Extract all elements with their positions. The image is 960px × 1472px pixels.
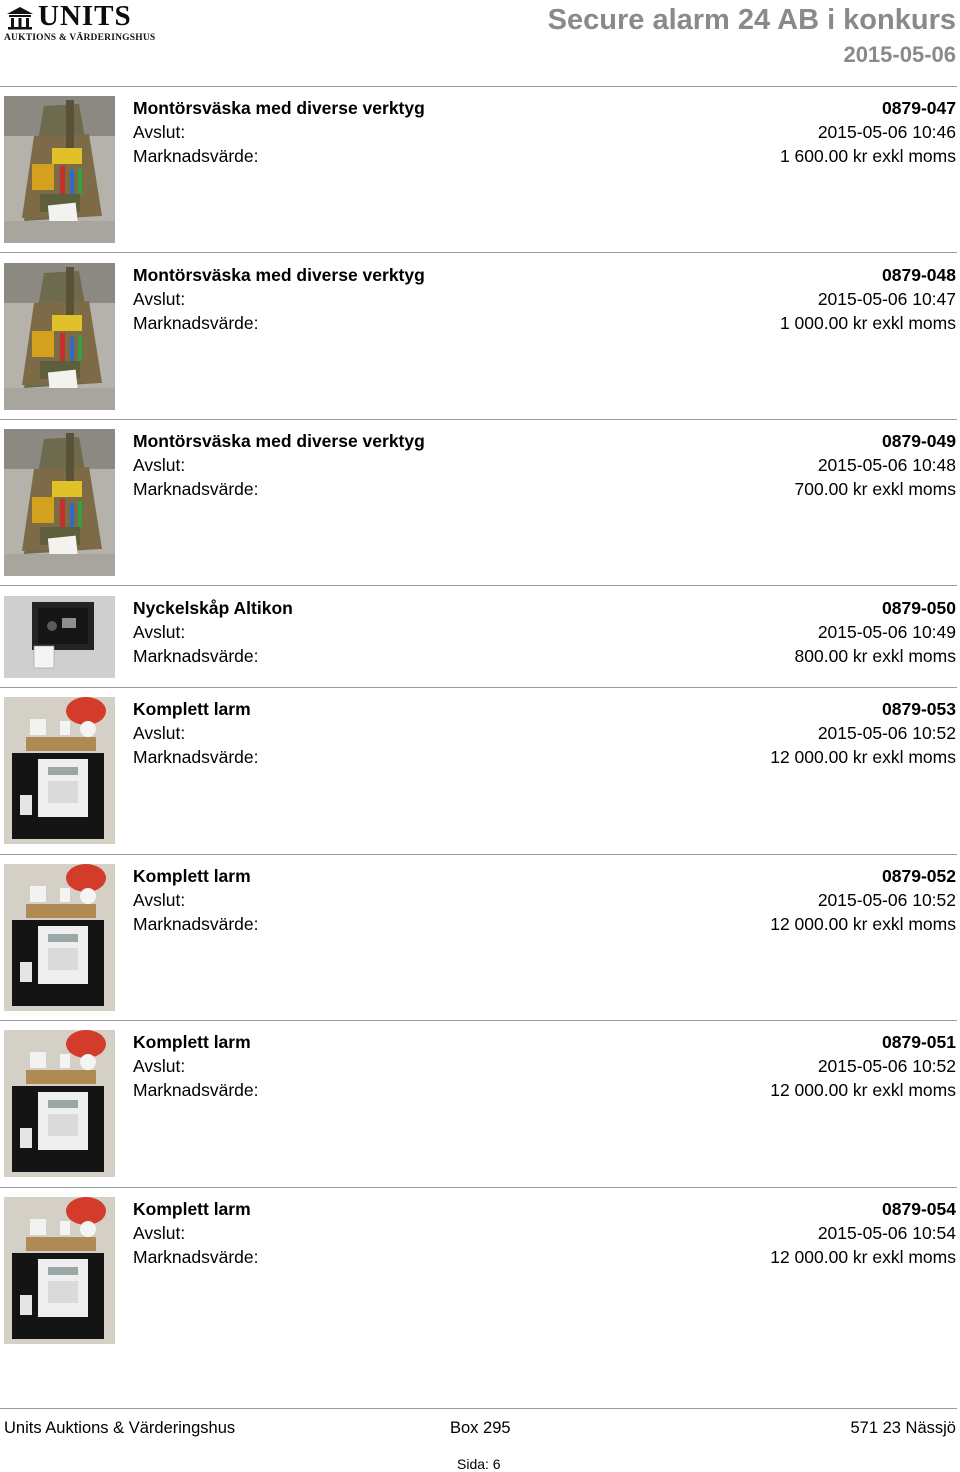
market-value: 700.00 kr exkl moms [794, 479, 956, 499]
market-value: 1 600.00 kr exkl moms [779, 146, 956, 166]
page-footer [0, 1408, 960, 1472]
lot-photo [4, 697, 115, 844]
item-divider [0, 687, 957, 688]
value-label: Marknadsvärde: [133, 313, 259, 333]
page-number: Sida: 6 [457, 1456, 501, 1472]
item-divider [0, 1187, 957, 1188]
lot-name: Montörsväska med diverse verktyg [133, 265, 425, 285]
lot-photo [4, 1030, 115, 1177]
end-label: Avslut: [133, 622, 186, 642]
page-header [0, 0, 960, 88]
end-label: Avslut: [133, 289, 186, 309]
lot-number: 0879-050 [882, 598, 956, 618]
end-time: 2015-05-06 10:46 [817, 122, 956, 142]
lot-photo [4, 429, 115, 576]
value-label: Marknadsvärde: [133, 914, 259, 934]
end-label: Avslut: [133, 455, 186, 475]
item-divider [0, 1020, 957, 1021]
market-value: 12 000.00 kr exkl moms [770, 914, 956, 934]
lot-photo [4, 96, 115, 243]
item-divider [0, 419, 957, 420]
footer-city: 571 23 Nässjö [850, 1419, 956, 1437]
lot-item [0, 697, 960, 844]
logo-name: UNITS [38, 0, 132, 32]
end-time: 2015-05-06 10:52 [817, 1056, 956, 1076]
end-label: Avslut: [133, 1056, 186, 1076]
value-label: Marknadsvärde: [133, 646, 259, 666]
value-label: Marknadsvärde: [133, 1247, 259, 1267]
lot-number: 0879-047 [882, 98, 956, 118]
lot-photo [4, 596, 115, 678]
market-value: 12 000.00 kr exkl moms [770, 747, 956, 767]
end-time: 2015-05-06 10:48 [817, 455, 956, 475]
lot-name: Komplett larm [133, 699, 251, 719]
lot-number: 0879-051 [882, 1032, 956, 1052]
market-value: 800.00 kr exkl moms [794, 646, 956, 666]
lot-photo [4, 1197, 115, 1344]
lot-name: Komplett larm [133, 866, 251, 886]
market-value: 12 000.00 kr exkl moms [770, 1247, 956, 1267]
item-divider [0, 585, 957, 586]
logo-subtitle: AUKTIONS & VÄRDERINGSHUS [4, 33, 156, 43]
lot-item [0, 1197, 960, 1344]
item-divider [0, 252, 957, 253]
lot-number: 0879-049 [882, 431, 956, 451]
lot-number: 0879-053 [882, 699, 956, 719]
lot-photo [4, 263, 115, 410]
end-time: 2015-05-06 10:49 [817, 622, 956, 642]
end-label: Avslut: [133, 122, 186, 142]
end-label: Avslut: [133, 723, 186, 743]
end-time: 2015-05-06 10:54 [817, 1223, 956, 1243]
market-value: 12 000.00 kr exkl moms [770, 1080, 956, 1100]
footer-divider [0, 1408, 957, 1409]
end-label: Avslut: [133, 1223, 186, 1243]
footer-box: Box 295 [450, 1419, 511, 1437]
market-value: 1 000.00 kr exkl moms [779, 313, 956, 333]
lot-item [0, 596, 960, 678]
end-time: 2015-05-06 10:52 [817, 723, 956, 743]
item-divider [0, 854, 957, 855]
lot-name: Montörsväska med diverse verktyg [133, 431, 425, 451]
value-label: Marknadsvärde: [133, 1080, 259, 1100]
lot-name: Nyckelskåp Altikon [133, 598, 293, 618]
units-logo [4, 2, 164, 46]
lot-name: Komplett larm [133, 1032, 251, 1052]
page-title: Secure alarm 24 AB i konkurs [547, 4, 956, 36]
value-label: Marknadsvärde: [133, 479, 259, 499]
lot-number: 0879-052 [882, 866, 956, 886]
end-time: 2015-05-06 10:52 [817, 890, 956, 910]
end-label: Avslut: [133, 890, 186, 910]
page-date: 2015-05-06 [843, 42, 956, 67]
footer-company: Units Auktions & Värderingshus [4, 1419, 236, 1437]
lot-item [0, 96, 960, 243]
header-divider [0, 86, 957, 87]
lot-name: Komplett larm [133, 1199, 251, 1219]
value-label: Marknadsvärde: [133, 146, 259, 166]
lot-item [0, 1030, 960, 1177]
end-time: 2015-05-06 10:47 [817, 289, 956, 309]
lot-name: Montörsväska med diverse verktyg [133, 98, 425, 118]
lot-item [0, 864, 960, 1011]
lot-number: 0879-048 [882, 265, 956, 285]
lot-photo [4, 864, 115, 1011]
lot-item [0, 263, 960, 410]
lot-item [0, 429, 960, 576]
value-label: Marknadsvärde: [133, 747, 259, 767]
lot-number: 0879-054 [882, 1199, 956, 1219]
building-icon [6, 6, 34, 30]
